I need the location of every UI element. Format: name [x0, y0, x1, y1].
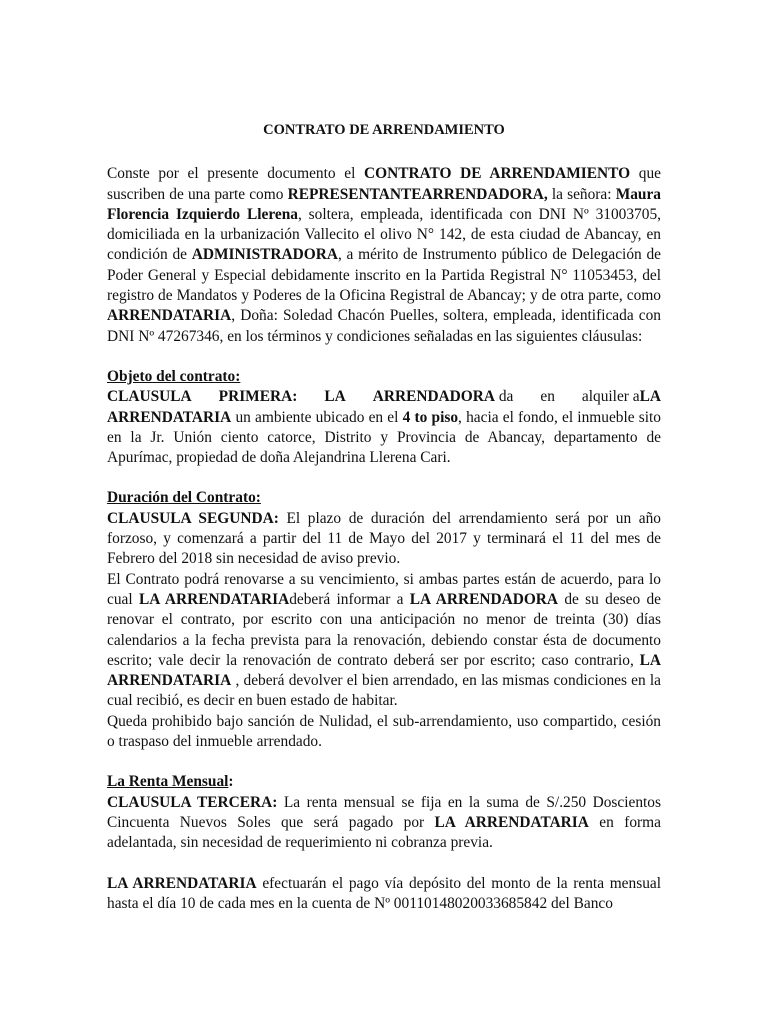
clausula-primera-line: [107, 387, 661, 407]
heading-text: La Renta Mensual: [107, 773, 229, 791]
bold-run: ARRENDATARIA: [107, 408, 232, 426]
spacer: [107, 752, 661, 772]
text-run: La renta mensual se fija en la suma de S/.250 Doscientos Cincuenta Nuevos Soles que será pagado por: [107, 793, 661, 831]
clausula-primera-paragraph: [107, 408, 661, 469]
bold-run: CONTRATO DE ARRENDAMIENTO: [364, 165, 631, 183]
spacer: [107, 468, 661, 488]
heading-text: Objeto del contrato:: [107, 367, 241, 385]
text-run: que suscriben de una parte como: [107, 165, 662, 203]
clausula-tercera-paragraph: [107, 793, 661, 854]
bold-run: ARRENDATARIA: [107, 307, 232, 325]
text-run: un ambiente ubicado en el: [231, 408, 403, 426]
spacer: [107, 347, 661, 367]
section-heading-duracion: [107, 488, 661, 508]
pago-paragraph: [107, 874, 661, 915]
word: PRIMERA:: [218, 388, 298, 406]
section-heading-renta: [107, 772, 661, 792]
heading-colon: :: [228, 773, 234, 791]
text-run: de su deseo de renovar el contrato, por escrito con una anticipación no menor de treinta (30) días calendarios a la fecha prevista para la renovación, debiendo constar ésta de documento escrito; vale decir la renovación de contrato deberá ser por escrito; caso contrario,: [107, 590, 662, 669]
bold-run: CLAUSULA SEGUNDA:: [107, 509, 279, 527]
word-group: [373, 387, 514, 407]
text-run: efectuarán el pago vía depósito del monto de la renta mensual hasta el día 10 de cada mes en la cuenta de Nº 00110148020033685842 del Banco: [107, 874, 662, 912]
clausula-segunda-paragraph: [107, 509, 661, 570]
word: alquiler a: [581, 388, 640, 406]
bold-run: LA ARRENDATARIA: [138, 590, 290, 608]
bold-run: LA ARRENDATARIA: [107, 651, 661, 690]
text-run: , a mérito de Instrumento público de Delegación de Poder General y Especial debidamente inscrito en la Partida Registral N° 11053453, del registro de Mandatos y Poderes de la Oficina Registral de Abancay; y de otra parte, como: [107, 246, 661, 305]
bold-run: REPRESENTANTEARRENDADORA,: [287, 185, 548, 203]
text-run: , soltera, empleada, identificada con DNI Nº 31003705, domiciliada en la urbanización Vallecito el olivo N° 142, de esta ciudad de Abancay, en condición de: [107, 205, 661, 264]
word: da: [495, 388, 514, 406]
text-run: deberá informar a: [289, 590, 410, 608]
intro-paragraph: [107, 164, 661, 347]
renovacion-paragraph: [107, 570, 661, 712]
word: LA: [639, 388, 661, 406]
text-run: El Contrato podrá renovarse a su vencimiento, si ambas partes están de acuerdo, para lo cual: [107, 570, 661, 608]
bold-run: LA ARRENDATARIA: [107, 874, 257, 892]
word: CLAUSULA: [107, 388, 192, 406]
section-heading-objeto: [107, 367, 661, 387]
word: ARRENDADORA: [372, 388, 495, 406]
text-run: Conste por el presente documento el: [107, 165, 364, 183]
bold-run: ADMINISTRADORA: [191, 246, 338, 264]
text-run: la señora:: [547, 185, 616, 203]
bold-run: Maura Florencia Izquierdo Llerena: [107, 185, 661, 223]
word: en: [540, 388, 555, 406]
text-run: , hacia el fondo, el inmueble sito en la Jr. Unión ciento catorce, Distrito y Provincia de Abancay, departamento de Apurímac, propiedad de doña Alejandrina Llerena Cari.: [107, 408, 662, 467]
text-run: El plazo de duración del arrendamiento será por un año forzoso, y comenzará a partir del 11 de Mayo del 2017 y terminará el 11 del mes de Febrero del 2018 sin necesidad de aviso previo.: [107, 509, 661, 568]
document-body: [107, 120, 661, 914]
bold-run: LA ARRENDADORA: [409, 590, 559, 608]
word: LA: [324, 388, 346, 406]
document-title: CONTRATO DE ARRENDAMIENTO: [263, 122, 505, 138]
heading-text: Duración del Contrato:: [107, 489, 261, 507]
bold-run: CLAUSULA TERCERA:: [107, 793, 278, 811]
prohibicion-paragraph: Queda prohibido bajo sanción de Nulidad, el sub-arrendamiento, uso compartido, cesión o traspaso del inmueble arrendado.: [107, 712, 661, 751]
word-group: [582, 387, 661, 407]
text-run: , deberá devolver el bien arrendado, en las mismas condiciones en la cual recibió, es decir en buen estado de habitar.: [107, 672, 661, 710]
bold-run: 4 to piso: [402, 408, 459, 426]
spacer: [107, 854, 661, 874]
text-run: en forma adelantada, sin necesidad de requerimiento ni cobranza previa.: [107, 813, 661, 852]
text-run: , Doña: Soledad Chacón Puelles, soltera, empleada, identificada con DNI Nº 47267346, en los términos y condiciones señaladas en las siguientes cláusulas:: [107, 307, 661, 345]
bold-run: LA ARRENDATARIA: [434, 813, 589, 831]
